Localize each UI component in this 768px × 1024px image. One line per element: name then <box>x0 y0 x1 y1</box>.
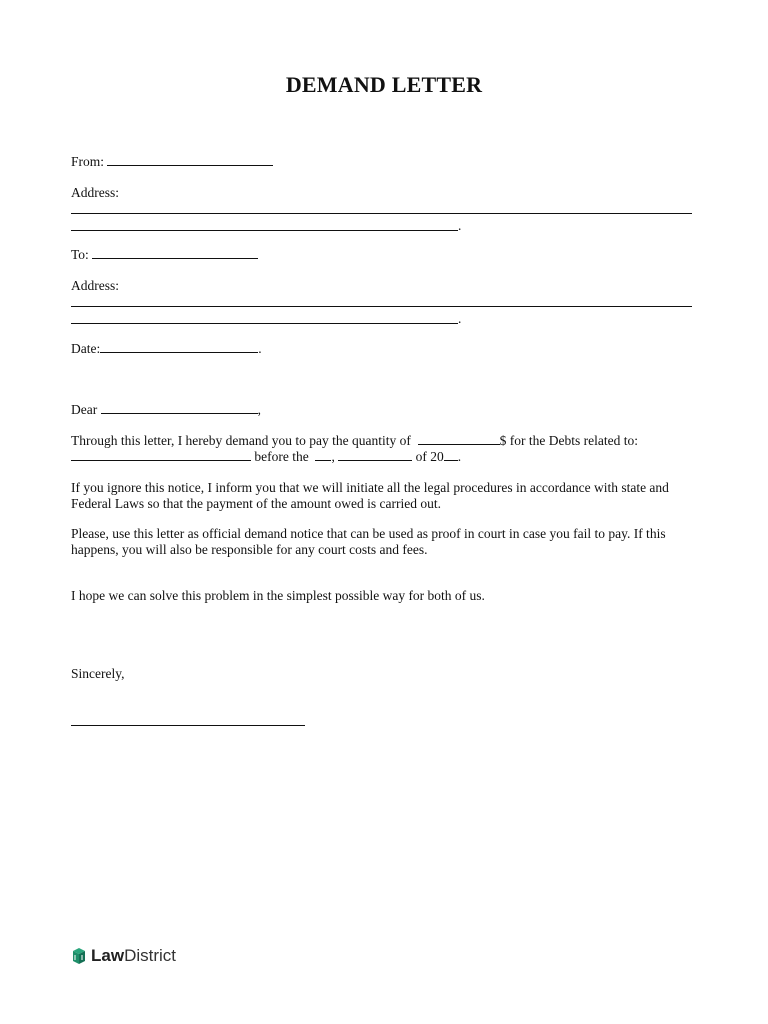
salutation-line <box>71 402 261 418</box>
closing: Sincerely, <box>71 666 125 681</box>
demand-period: . <box>457 449 462 464</box>
demand-line-1 <box>71 433 638 449</box>
from-line <box>71 154 273 170</box>
sender-address-period: . <box>458 218 462 233</box>
month-blank[interactable] <box>338 449 412 461</box>
logo-text-law: Law <box>91 946 125 965</box>
from-label: From: <box>71 154 105 169</box>
demand-before-text: before the <box>254 449 309 464</box>
dear-label: Dear <box>71 402 98 417</box>
demand-text-1: Through this letter, I hereby demand you to pay the quantity of <box>71 433 411 448</box>
sender-address-label: Address: <box>71 185 119 200</box>
recipient-address-blank-2[interactable] <box>71 323 458 324</box>
recipient-address-blank-1[interactable] <box>71 306 692 307</box>
demand-line-2 <box>71 449 461 465</box>
sender-address-blank-2[interactable] <box>71 230 458 231</box>
dear-comma: , <box>257 402 261 417</box>
to-line <box>71 247 258 263</box>
to-blank[interactable] <box>92 247 258 259</box>
lawdistrict-logo <box>71 946 176 966</box>
day-blank[interactable] <box>315 449 331 461</box>
recipient-address-label: Address: <box>71 278 119 293</box>
debt-description-blank[interactable] <box>71 449 251 461</box>
date-label: Date: <box>71 341 101 356</box>
sender-address-blank-1[interactable] <box>71 213 692 214</box>
amount-blank[interactable] <box>418 433 500 445</box>
date-line <box>71 341 262 357</box>
proof-notice-paragraph: Please, use this letter as official demand notice that can be used as proof in court in case you fail to pay. If this happens, you will also be responsible for any court costs and fees. <box>71 526 666 557</box>
recipient-address-period: . <box>458 311 462 326</box>
resolution-paragraph: I hope we can solve this problem in the simplest possible way for both of us. <box>71 588 485 603</box>
date-period: . <box>258 341 262 356</box>
to-label: To: <box>71 247 89 262</box>
dear-blank[interactable] <box>101 402 258 414</box>
logo-text-district: District <box>124 946 177 965</box>
demand-text-2: $ for the Debts related to: <box>499 433 638 448</box>
signature-blank[interactable] <box>71 725 305 726</box>
lawdistrict-logo-icon <box>71 947 87 965</box>
date-blank[interactable] <box>100 341 258 353</box>
document-title: DEMAND LETTER <box>285 72 483 97</box>
ignore-notice-paragraph: If you ignore this notice, I inform you that we will initiate all the legal procedures in accordance with state and Federal Laws so that the payment of the amount owed is carried out. <box>71 480 669 511</box>
from-blank[interactable] <box>107 154 273 166</box>
day-comma: , <box>331 449 335 464</box>
year-blank[interactable] <box>444 449 458 461</box>
demand-of-text: of 20 <box>415 449 444 464</box>
